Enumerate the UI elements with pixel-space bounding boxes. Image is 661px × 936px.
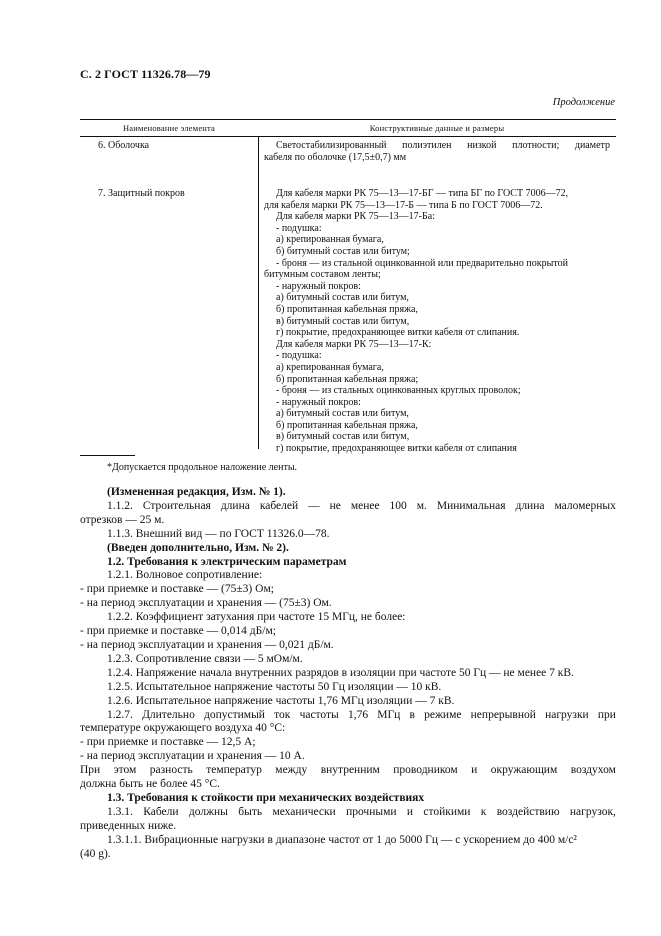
list-item: - при приемке и поставке — 12,5 А; xyxy=(80,736,256,749)
word: — xyxy=(308,499,320,512)
word: низкой xyxy=(467,140,497,151)
word: окружающим xyxy=(490,764,558,777)
body-text xyxy=(80,486,616,861)
word: ток xyxy=(274,708,291,721)
data-line: а) крепированная бумага, xyxy=(276,234,384,246)
list-item: - при приемке и поставке — (75±3) Ом; xyxy=(80,583,274,596)
row-label-protective-cover: 7. Защитный покров xyxy=(98,188,185,199)
data-line xyxy=(264,140,610,152)
data-line: в) битумный состав или битум, xyxy=(276,431,410,443)
list-item: - на период эксплуатации и хранения — 0,021 дБ/м. xyxy=(80,638,334,651)
word: полиэтилен xyxy=(402,140,452,151)
table-header xyxy=(80,120,616,136)
paragraph-1-2-2: 1.2.2. Коэффициент затухания при частоте 15 МГц, не более: xyxy=(107,611,406,624)
data-line: а) битумный состав или битум, xyxy=(276,292,409,304)
paragraph-1-2-4: 1.2.4. Напряжение начала внутренних разрядов в изоляции при частоте 50 Гц — не менее 7 кВ. xyxy=(107,666,574,679)
word: 1.2.7. xyxy=(107,708,133,721)
word: плотности; xyxy=(512,140,560,151)
paragraph-continuation: (40 g). xyxy=(80,847,111,860)
word: Строительная xyxy=(142,499,211,512)
data-line: в) битумный состав или битум, xyxy=(276,315,410,327)
word: кабелей xyxy=(259,499,299,512)
page-title: С. 2 ГОСТ 11326.78—79 xyxy=(80,67,211,81)
paragraph-1-1-2 xyxy=(80,500,616,514)
paragraph-1-3-1 xyxy=(80,806,616,820)
data-line: - наружный покров: xyxy=(276,396,361,408)
word: Кабели xyxy=(143,805,179,818)
section-heading-1-2: 1.2. Требования к электрическим параметрам xyxy=(107,555,347,568)
data-line: Для кабеля марки РК 75—13—17-Ба: xyxy=(276,211,435,223)
word: и xyxy=(406,805,414,818)
word: прочными xyxy=(346,805,397,818)
data-line: для кабеля марки РК 75—13—17-Б — типа Б по ГОСТ 7006—72. xyxy=(264,199,543,211)
word: частоты xyxy=(299,708,339,721)
word: внутренним xyxy=(320,764,380,777)
column-header-element: Наименование элемента xyxy=(122,123,216,133)
word: и xyxy=(471,764,478,777)
continuation-label: Продолжение xyxy=(552,97,615,108)
word: менее xyxy=(350,499,380,512)
data-line: - подушка: xyxy=(276,222,322,234)
word: быть xyxy=(238,805,263,818)
word: при xyxy=(597,708,616,721)
word: длина xyxy=(515,499,545,512)
data-line: кабеля по оболочке (17,5±0,7) мм xyxy=(264,151,407,163)
construction-table xyxy=(80,119,616,455)
list-item: - при приемке и поставке — 0,014 дБ/м; xyxy=(80,625,276,638)
paragraph-continuation: отрезков — 25 м. xyxy=(80,513,165,526)
temperature-note xyxy=(80,764,616,778)
data-line: - броня — из стальной оцинкованной или предварительно покрытой xyxy=(276,257,568,269)
data-line: г) покрытие, предохраняющее витки кабеля от слипания xyxy=(276,443,517,455)
word: МГц xyxy=(377,708,401,721)
amendment-note: (Измененная редакция, Изм. № 1). xyxy=(107,486,286,498)
column-header-data: Конструктивные данные и размеры xyxy=(369,123,505,133)
list-item: - на период эксплуатации и хранения — 10 А. xyxy=(80,750,305,763)
word: диаметр xyxy=(574,140,610,151)
word: 1.1.2. xyxy=(107,499,133,512)
word: Минимальная xyxy=(436,499,506,512)
data-line: б) пропитанная кабельная пряжа, xyxy=(276,419,418,431)
word: непрерывной xyxy=(470,708,536,721)
data-line: г) покрытие, предохраняющее витки кабеля от слипания. xyxy=(276,327,520,339)
word: 100 xyxy=(389,499,407,512)
data-line: - наружный покров: xyxy=(276,280,361,292)
word: м. xyxy=(416,499,427,512)
word: режиме xyxy=(424,708,462,721)
word: в xyxy=(409,708,415,721)
row-data-protective-cover xyxy=(264,188,610,455)
word: воздействию xyxy=(496,805,560,818)
table-body xyxy=(80,137,616,455)
word: к xyxy=(480,805,487,818)
word: Длительно xyxy=(142,708,195,721)
column-divider xyxy=(258,137,259,449)
word: Светостабилизированный xyxy=(276,140,387,151)
data-line: битумным составом ленты; xyxy=(264,269,381,281)
word: температур xyxy=(206,764,262,777)
data-line: а) крепированная бумага, xyxy=(276,361,384,373)
data-line: - подушка: xyxy=(276,350,322,362)
data-line: б) пропитанная кабельная пряжа, xyxy=(276,303,418,315)
data-line: б) битумный состав или битум; xyxy=(276,245,410,257)
paragraph-1-3-1-1: 1.3.1.1. Вибрационные нагрузки в диапазоне частот от 1 до 5000 Гц — с ускорением до 400 м/с² xyxy=(107,833,577,846)
word: длина xyxy=(220,499,250,512)
word: стойкими xyxy=(423,805,471,818)
data-line: Для кабеля марки РК 75—13—17-К: xyxy=(276,338,432,350)
word: проводником xyxy=(393,764,458,777)
word: нагрузок, xyxy=(569,805,616,818)
data-line: Для кабеля марки РК 75—13—17-БГ — типа БГ по ГОСТ 7006—72, xyxy=(276,188,569,199)
paragraph-continuation: приведенных ниже. xyxy=(80,819,177,832)
paragraph-1-2-5: 1.2.5. Испытательное напряжение частоты 50 Гц изоляции — 10 кВ. xyxy=(107,680,442,693)
data-line: б) пропитанная кабельная пряжа; xyxy=(276,373,419,385)
paragraph-continuation: должна быть не более 45 °С. xyxy=(80,778,220,791)
word: маломерных xyxy=(554,499,616,512)
word: нагрузки xyxy=(545,708,589,721)
word: должны xyxy=(188,805,228,818)
word: 1.3.1. xyxy=(107,805,133,818)
word: допустимый xyxy=(204,708,265,721)
section-heading-1-3: 1.3. Требования к стойкости при механических воздействиях xyxy=(107,791,425,804)
paragraph-1-2-3: 1.2.3. Сопротивление связи — 5 мОм/м. xyxy=(107,652,303,665)
paragraph-1-2-6: 1.2.6. Испытательное напряжение частоты 1,76 МГц изоляции — 7 кВ. xyxy=(107,694,455,707)
word: При xyxy=(80,764,101,777)
word: 1,76 xyxy=(347,708,369,721)
amendment-note: (Введен дополнительно, Изм. № 2). xyxy=(107,541,289,554)
row-label-sheath: 6. Оболочка xyxy=(98,140,150,151)
word: воздухом xyxy=(570,764,616,777)
word: между xyxy=(275,764,308,777)
word: этом xyxy=(113,764,137,777)
footnote: *Допускается продольное наложение ленты. xyxy=(107,462,298,473)
footnote-rule xyxy=(80,455,135,456)
word: не xyxy=(329,499,341,512)
paragraph-1-1-3: 1.1.3. Внешний вид — по ГОСТ 11326.0—78. xyxy=(107,527,330,540)
word: разность xyxy=(149,764,193,777)
paragraph-1-2-7 xyxy=(80,709,616,723)
data-line: - броня — из стальных оцинкованных круглых проволок; xyxy=(276,385,521,397)
data-line: а) битумный состав или битум, xyxy=(276,408,409,420)
word: механически xyxy=(272,805,336,818)
paragraph-1-2-1: 1.2.1. Волновое сопротивление: xyxy=(107,569,263,582)
paragraph-continuation: температуре окружающего воздуха 40 °С: xyxy=(80,722,286,735)
list-item: - на период эксплуатации и хранения — (75±3) Ом. xyxy=(80,597,332,610)
row-data-sheath xyxy=(264,140,610,163)
